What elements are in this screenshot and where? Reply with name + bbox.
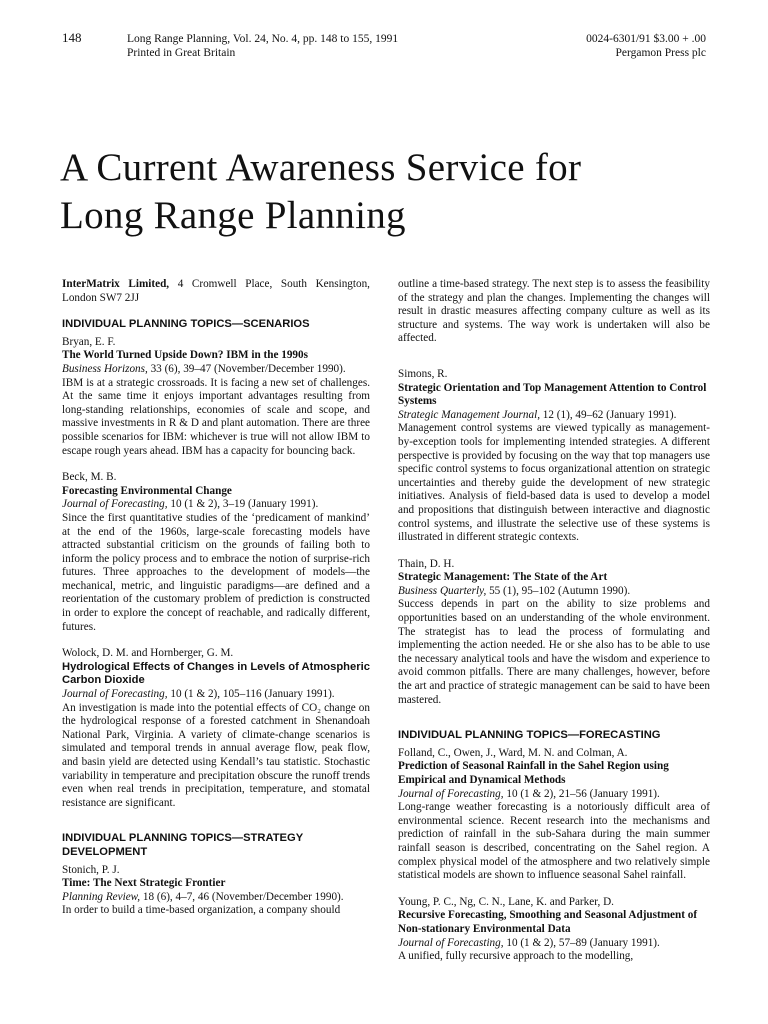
entry-title: Prediction of Seasonal Rainfall in the Sahel Region using Empirical and Dynamical Methods <box>398 760 669 786</box>
entry-abstract: IBM is at a strategic crossroads. It is facing a new set of challenges. At the same time it enjoys important advantages resulting from long-standing relationships, economies of scale and scope, and massive investments in R & D and plant automation. There are three possible scenarios for IBM: whichever is true will not allow IBM to escape rough years ahead. IBM has a capacity for bouncing back. <box>62 376 370 457</box>
entry-title: Strategic Orientation and Top Management Attention to Control Systems <box>398 381 707 408</box>
entry-source <box>398 409 710 423</box>
entry-authors: Wolock, D. M. and Hornberger, G. M. <box>62 647 234 660</box>
list-item <box>398 278 710 346</box>
affiliation-address: 4 Cromwell Place, South Kensington, London SW7 2JJ <box>62 278 370 304</box>
entry-title: Time: The Next Strategic Frontier <box>62 877 226 890</box>
entry-journal: Business Horizons, <box>62 362 148 375</box>
section-heading-forecasting: INDIVIDUAL PLANNING TOPICS—FORECASTING <box>398 729 661 742</box>
right-column <box>398 278 710 977</box>
journal-citation <box>127 32 398 60</box>
entry-authors: Folland, C., Owen, J., Ward, M. N. and Colman, A. <box>398 746 628 759</box>
entry-title: The World Turned Upside Down? IBM in the 1990s <box>62 349 308 362</box>
entry-authors: Simons, R. <box>398 367 448 380</box>
entry-title: Recursive Forecasting, Smoothing and Seasonal Adjustment of Non-stationary Environmental Data <box>398 909 698 935</box>
entry-authors: Bryan, E. F. <box>62 335 116 348</box>
entry-title: Forecasting Environmental Change <box>62 484 232 497</box>
entry-journal: Journal of Forecasting, <box>398 936 504 949</box>
entry-details: 18 (6), 4–7, 46 (November/December 1990). <box>140 890 344 903</box>
entry-source <box>62 498 370 512</box>
page-title <box>60 144 720 240</box>
title-line-1: A Current Awareness Service for <box>60 146 582 189</box>
entry-source <box>398 585 710 599</box>
entry-source <box>62 688 370 702</box>
entry-authors: Stonich, P. J. <box>62 863 120 876</box>
page-number: 148 <box>62 30 82 45</box>
entry-source <box>398 788 710 802</box>
list-item <box>398 558 710 708</box>
list-item <box>62 471 370 634</box>
entry-details: 10 (1 & 2), 105–116 (January 1991). <box>167 688 335 701</box>
entry-title: Hydrological Effects of Changes in Levels of Atmospheric Carbon Dioxide <box>62 660 370 687</box>
entry-journal: Strategic Management Journal, <box>398 408 540 421</box>
entry-journal: Journal of Forecasting, <box>398 787 504 800</box>
left-column <box>62 278 370 931</box>
list-item <box>62 864 370 918</box>
affiliation <box>62 278 370 305</box>
entry-abstract: Since the first quantitative studies of the ‘predicament of mankind’ at the end of the 1960s, large-scale forecasting models have attracted substantial criticism on the grounds of failing both to inform the policy process and to embrace the notion of surprise-rich futures. Three approaches to the development of models—the mechanical, metric, and linguistic paradigms—are defined and a reorientation of the customary problem of prediction is constructed in order to explore the concept of reachable, and radically different, futures. <box>62 511 370 633</box>
entry-abstract: A unified, fully recursive approach to the modelling, <box>398 950 634 963</box>
entry-abstract: An investigation is made into the potential effects of CO₂ change on the hydrological response of a forested catchment in Shenandoah National Park, Virginia. A variety of climate-change scenarios is simulated and temporal trends in annual average flow, peak flow, and basin yield are detected using Kendall’s tau statistic. Stochastic variability in temperature and precipitation obscure the runoff trends even when real trends in precipitation, temperature, and stomatal resistance are significant. <box>62 701 370 809</box>
list-item <box>62 336 370 458</box>
list-item <box>398 368 710 545</box>
entry-details: 12 (1), 49–62 (January 1991). <box>540 408 677 421</box>
publisher: Pergamon Press plc <box>615 47 706 59</box>
entry-journal: Planning Review, <box>62 890 141 903</box>
entry-abstract: Management control systems are viewed typically as management-by-exception tools for implementing intended strategies. A different perspective is provided by focusing on the way that top managers use specific control systems to focus organizational attention on strategic uncertainties and thereby guide the development of new strategic initiatives. Analysis of field-based data is used to develop a model and propositions that distinguish between interactive and diagnostic control systems, and illustrate the selective use of these systems is illustrated in different strategic contexts. <box>398 422 710 544</box>
section-heading-scenarios: INDIVIDUAL PLANNING TOPICS—SCENARIOS <box>62 318 310 331</box>
entry-source <box>398 937 710 951</box>
entry-journal: Journal of Forecasting, <box>62 498 168 511</box>
entry-details: 10 (1 & 2), 3–19 (January 1991). <box>167 498 319 511</box>
entry-details: 10 (1 & 2), 21–56 (January 1991). <box>503 787 660 800</box>
entry-title: Strategic Management: The State of the Art <box>398 571 608 584</box>
entry-authors: Thain, D. H. <box>398 557 455 570</box>
entry-abstract: Long-range weather forecasting is a notoriously difficult area of environmental science. Recent research into the mechanisms and prediction of rainfall in the sub-Sahara during the main summer rainfall season is described, concentrating on the Sahel region. A complex physical model of the atmosphere and two relatively simple statistical models are shown to influence seasonal Sahel rainfall. <box>398 801 710 882</box>
entry-journal: Journal of Forecasting, <box>62 688 168 701</box>
entry-details: 55 (1), 95–102 (Autumn 1990). <box>486 584 631 597</box>
list-item <box>398 747 710 883</box>
entry-abstract: In order to build a time-based organization, a company should <box>62 904 341 917</box>
entry-abstract: Success depends in part on the ability to size problems and opportunities based on an understanding of the whole environment. The strategist has to lead the process of formulating and implementing the action needed. He or she also has to be able to use the necessary analytical tools and have the wisdom and experience to avoid common pitfalls. There are many challenges, however, before the art and practice of strategic management can be said to have been mastered. <box>398 598 710 706</box>
printed-line: Printed in Great Britain <box>127 47 236 59</box>
entry-details: 10 (1 & 2), 57–89 (January 1991). <box>503 936 660 949</box>
list-item <box>62 647 370 810</box>
issn-price: 0024-6301/91 $3.00 + .00 <box>586 33 706 45</box>
entry-authors: Beck, M. B. <box>62 471 117 484</box>
entry-source <box>62 891 370 905</box>
section-heading-strategy: INDIVIDUAL PLANNING TOPICS—STRATEGY DEVELOPMENT <box>62 832 303 858</box>
entry-details: 33 (6), 39–47 (November/December 1990). <box>147 362 346 375</box>
entry-abstract-continued: outline a time-based strategy. The next step is to assess the feasibility of the strategy and plan the changes. Implementing the changes will result in drastic measures affecting company culture as well as its structure and systems. The way work is undertaken will also be affected. <box>398 278 710 345</box>
affiliation-name: InterMatrix Limited, <box>62 278 170 290</box>
price-block <box>586 32 706 60</box>
entry-source <box>62 363 370 377</box>
entry-authors: Young, P. C., Ng, C. N., Lane, K. and Parker, D. <box>398 895 614 908</box>
title-line-2: Long Range Planning <box>60 194 406 237</box>
journal-line: Long Range Planning, Vol. 24, No. 4, pp. 148 to 155, 1991 <box>127 33 399 45</box>
entry-journal: Business Quarterly, <box>398 584 487 597</box>
list-item <box>398 896 710 964</box>
